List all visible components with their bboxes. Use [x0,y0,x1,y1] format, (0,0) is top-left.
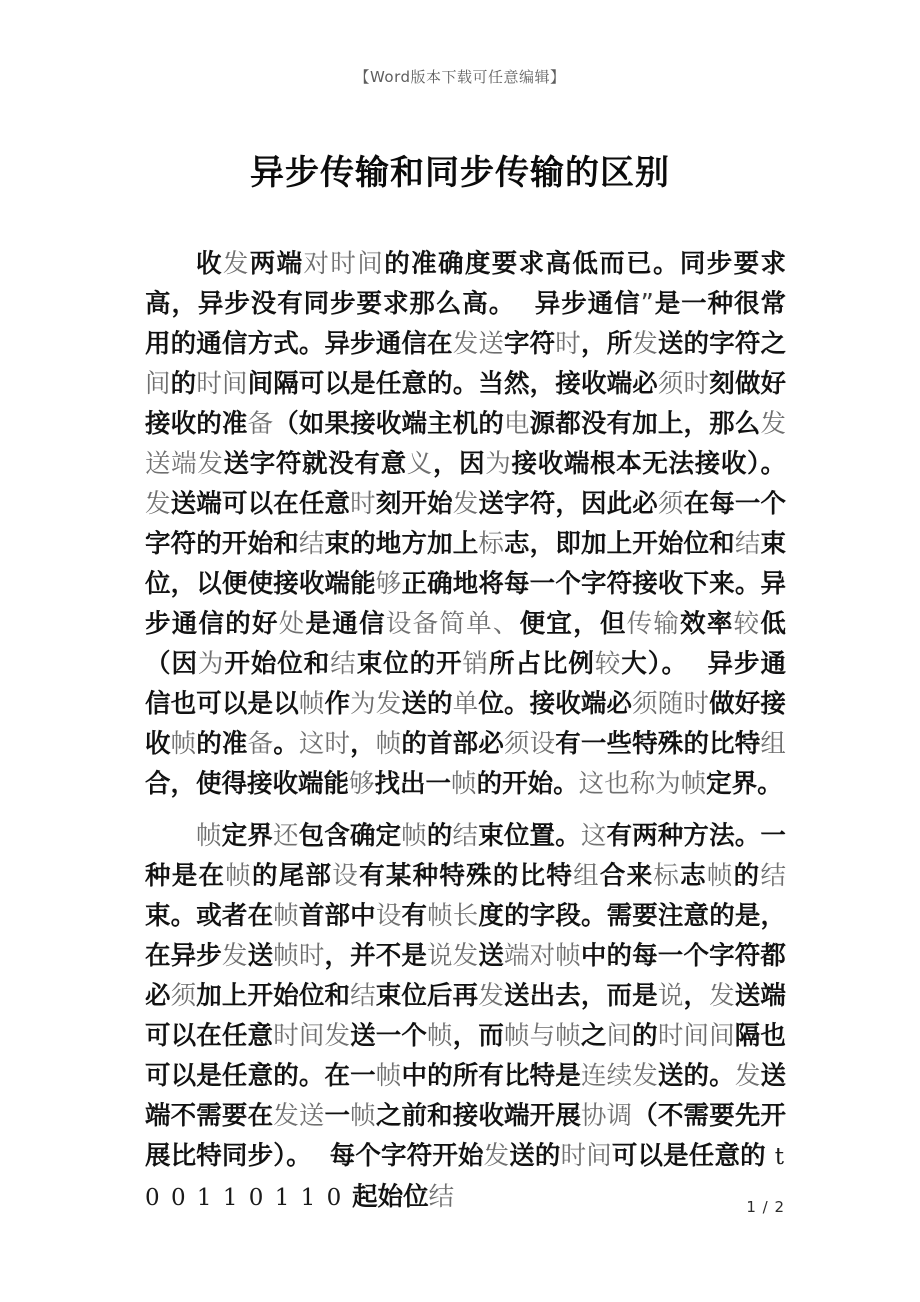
bit-sequence: t0 0 1 1 0 1 1 0 [145,1144,786,1211]
paragraph-2-text: 帧定界还包含确定帧的结束位置。这有两种方法。一种是在帧的尾部设有某种特殊的比特组合来标志帧的结束。或者在帧首部中设有帧长度的字段。需要注意的是，在异步发送帧时，并不是说发送端对帧中的每一个字符都必须加上开始位和结束位后再发送出去，而是说，发送端可以在任意时间发送一个帧，而帧与帧之间的时间间隔也可以是任意的。在一帧中的所有比特是连续发送的。发送端不需要在发送一帧之前和接收端开展协调（不需要先开展比特同步）。 每个字符开始发送的时间可以是任意的 t0 0 1 1 0 1 1 0 起始位结 [145,821,786,1212]
document-header-note: 【Word版本下载可任意编辑】 [354,68,566,86]
document-body [145,244,786,1218]
page-title: 异步传输和同步传输的区别 [250,152,670,193]
paragraph-1 [145,244,786,804]
page-number-footer: 1 / 2 [746,1198,785,1216]
paragraph-1-text: 收发两端对时间的准确度要求高低而已。同步要求高，异步没有同步要求那么高。 异步通信”是一种很常用的通信方式。异步通信在发送字符时，所发送的字符之间的时间间隔可以是任意的。当然，接收端必须时刻做好接收的准备（如果接收端主机的电源都没有加上，那么发送端发送字符就没有意义，因为接收端根本无法接收）。发送端可以在任意时刻开始发送字符，因此必须在每一个字符的开始和结束的地方加上标志，即加上开始位和结束位，以便使接收端能够正确地将每一个字符接收下来。异步通信的好处是通信设备简单、便宜，但传输效率较低（因为开始位和结束位的开销所占比例较大）。 异步通信也可以是以帧作为发送的单位。接收端必须随时做好接收帧的准备。这时，帧的首部必须设有一些特殊的比特组合，使得接收端能够找出一帧的开始。这也称为帧定界。 [145,249,786,799]
paragraph-2 [145,816,786,1218]
